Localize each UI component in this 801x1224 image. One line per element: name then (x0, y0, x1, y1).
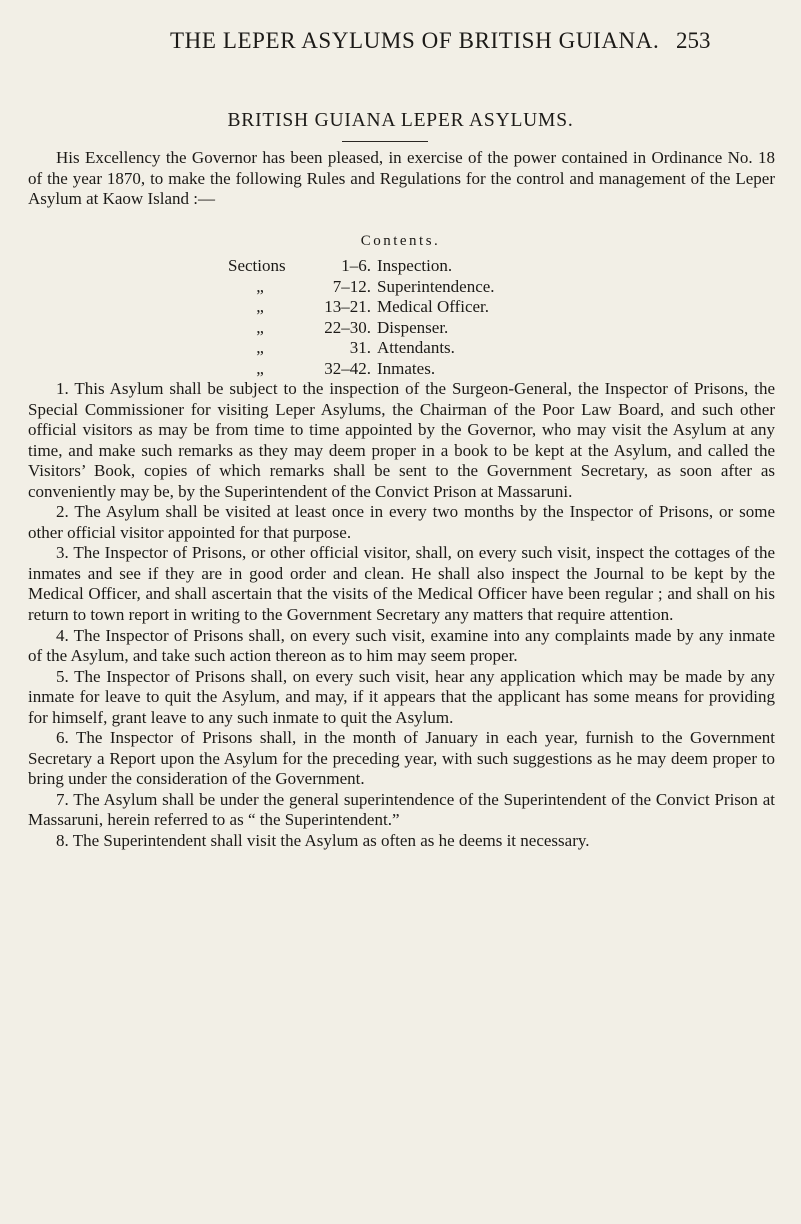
contents-row (228, 256, 628, 277)
contents-name: Dispenser. (377, 317, 449, 337)
rules-body (28, 379, 775, 852)
rule-paragraph-2: 2. The Asylum shall be visited at least once in every two months by the Inspector of Prisons, or some other official visitor appointed for that purpose. (28, 502, 775, 542)
running-head (0, 28, 801, 58)
contents-range: 32–42. (324, 358, 371, 378)
rule-paragraph-5: 5. The Inspector of Prisons shall, on every such visit, hear any application which may be made by any inmate for leave to quit the Asylum, and may, if it appears that the applicant has some means for providing for himself, grant leave to any such inmate to quit the Asylum. (28, 666, 775, 727)
contents-row (228, 277, 628, 298)
running-title: THE LEPER ASYLUMS OF BRITISH GUIANA. (170, 28, 660, 53)
title-rule (342, 141, 428, 142)
contents-list (228, 256, 628, 380)
contents-row (228, 318, 628, 339)
contents-name: Inmates. (377, 358, 436, 378)
contents-row (228, 359, 628, 380)
contents-name: Attendants. (377, 338, 455, 358)
contents-prefix: „ (256, 358, 264, 378)
contents-name: Inspection. (377, 256, 453, 275)
contents-name: Medical Officer. (377, 297, 490, 317)
contents-row (228, 338, 628, 359)
rule-paragraph-1: 1. This Asylum shall be subject to the inspection of the Surgeon-General, the Inspector of Prisons, the Special Commissioner for visiting Leper Asylums, the Chairman of the Poor Law Board, and such other official visitors as may be from time to time appointed by the Governor, who may visit the Asylum at any time, and make such remarks as they may deem proper in a book to be kept at the Asylum, and called the Visitors’ Book, copies of which remarks shall be sent to the Government Secretary, as soon after as conveniently may be, by the Superintendent of the Convict Prison at Massaruni. (28, 379, 775, 501)
contents-prefix: Sections (228, 256, 286, 275)
intro-paragraph: His Excellency the Governor has been pleased, in exercise of the power contained in Ordinance No. 18 of the year 1870, to make the following Rules and Regulations for the control and management of the Leper Asylum at Kaow Island :— (28, 148, 775, 208)
contents-range: 13–21. (324, 297, 371, 317)
contents-prefix: „ (256, 276, 264, 296)
page-number: 253 (676, 28, 711, 53)
contents-prefix: „ (256, 317, 264, 337)
contents-prefix: „ (256, 297, 264, 317)
rule-paragraph-6: 6. The Inspector of Prisons shall, in the month of January in each year, furnish to the Government Secretary a Report upon the Asylum for the preceding year, with such suggestions as he may deem proper to bring under the consideration of the Government. (28, 728, 775, 789)
contents-range: 7–12. (332, 276, 371, 296)
contents-range: 31. (349, 338, 371, 358)
contents-range: 22–30. (324, 317, 371, 337)
rule-paragraph-7: 7. The Asylum shall be under the general superintendence of the Superintendent of the Convict Prison at Massaruni, herein referred to as “ the Superintendent.” (28, 789, 775, 830)
rule-paragraph-3: 3. The Inspector of Prisons, or other official visitor, shall, on every such visit, inspect the cottages of the inmates and see if they are in good order and clean. He shall also inspect the Journal to be kept by the Medical Officer, and shall ascertain that the visits of the Medical Officer have been regular ; and shall on his return to town report in writing to the Government Secretary any matters that require attention. (28, 543, 775, 625)
contents-row (228, 297, 628, 318)
rule-paragraph-4: 4. The Inspector of Prisons shall, on every such visit, examine into any complaints made by any inmate of the Asylum, and take such action thereon as to him may seem proper. (28, 625, 775, 666)
rule-paragraph-8: 8. The Superintendent shall visit the Asylum as often as he deems it necessary. (56, 831, 590, 851)
contents-prefix: „ (256, 338, 264, 358)
contents-name: Superintendence. (377, 276, 495, 296)
contents-range: 1–6. (341, 256, 371, 275)
document-title: BRITISH GUIANA LEPER ASYLUMS. (227, 110, 574, 131)
contents-heading: Contents. (360, 233, 441, 249)
